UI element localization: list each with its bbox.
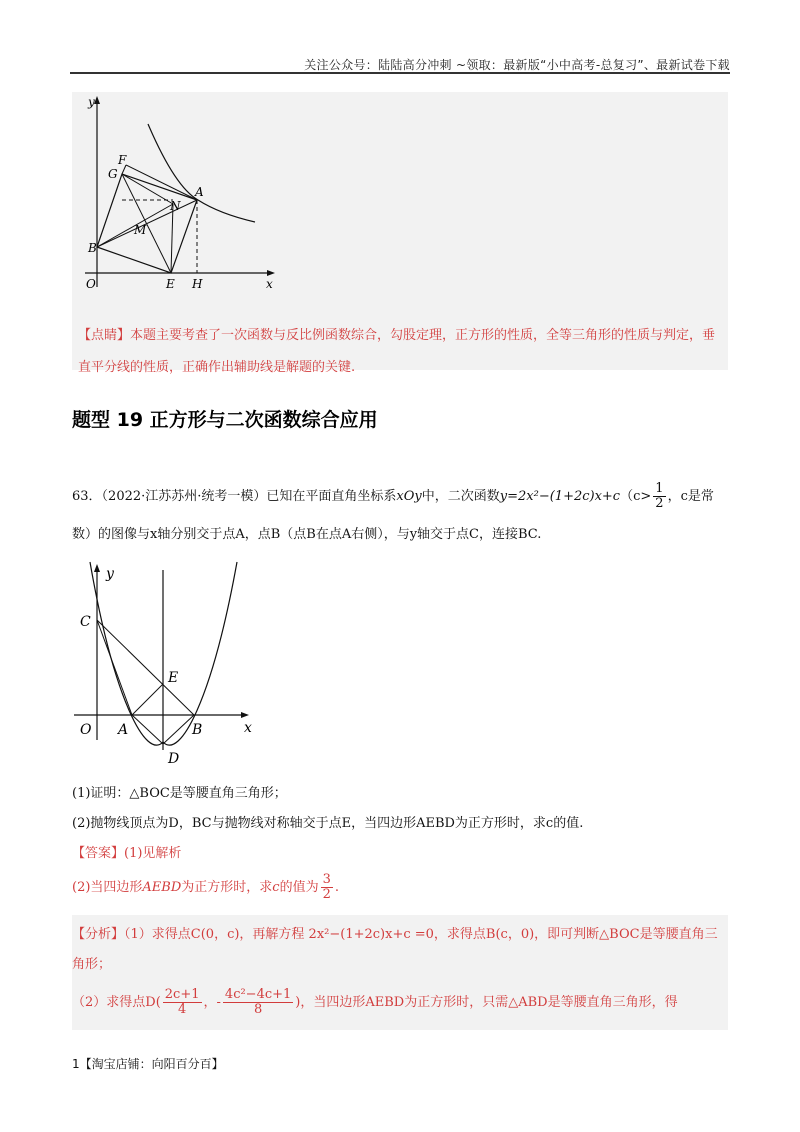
x-arrow bbox=[241, 712, 249, 718]
answer-2-shape: AEBD bbox=[142, 880, 182, 895]
answer-2-prefix: (2)当四边形 bbox=[72, 880, 143, 895]
label-e: E bbox=[168, 670, 179, 686]
label-h: H bbox=[192, 277, 203, 291]
seg-ad bbox=[132, 715, 163, 744]
analysis-text-2-prefix: （2）求得点D( bbox=[72, 995, 161, 1010]
problem-cond-close: ，c是常 bbox=[667, 489, 714, 504]
seg-bd bbox=[163, 715, 194, 744]
label-n: N bbox=[170, 199, 181, 213]
label-b: B bbox=[88, 241, 97, 255]
hyperbola-curve bbox=[148, 124, 255, 222]
problem-number: 63． bbox=[72, 489, 102, 504]
label-a: A bbox=[118, 722, 129, 738]
d-x-denominator: 4 bbox=[178, 1002, 187, 1017]
problem-intro: 已知在平面直角坐标系 bbox=[266, 489, 397, 504]
label-o: O bbox=[80, 722, 92, 738]
d-y-numerator: 4c²−4c+1 bbox=[224, 987, 292, 1002]
problem-line-2: 数）的图像与x轴分别交于点A，点B（点B在点A右侧），与y轴交于点C，连接BC. bbox=[72, 527, 542, 542]
problem-source: （2022·江苏苏州·统考一模） bbox=[101, 489, 267, 504]
label-e: E bbox=[166, 277, 175, 291]
d-x-numerator: 2c+1 bbox=[164, 987, 200, 1002]
header-rule bbox=[70, 72, 730, 74]
question-1: (1)证明：△BOC是等腰直角三角形； bbox=[72, 786, 287, 801]
label-x: x bbox=[266, 277, 273, 291]
answer-numerator: 3 bbox=[322, 872, 331, 887]
x-arrow bbox=[267, 270, 275, 276]
analysis-comma: ， bbox=[203, 995, 217, 1010]
answer-1: (1)见解析 bbox=[124, 846, 182, 861]
fraction-d-y bbox=[223, 988, 293, 1017]
label-d: D bbox=[168, 751, 180, 767]
answer-2-c: c bbox=[272, 880, 280, 895]
d-y-sign: - bbox=[216, 995, 221, 1010]
fraction-half bbox=[653, 482, 665, 511]
answer-denominator: 2 bbox=[322, 887, 331, 902]
seg-ca bbox=[97, 620, 132, 715]
problem-statement bbox=[72, 482, 728, 545]
page-header: 关注公众号：陆陆高分冲刺 ~领取：最新版“小中高考-总复习”、最新试卷下载 bbox=[304, 58, 730, 72]
y-arrow bbox=[94, 564, 100, 572]
answer-2-mid: 为正方形时，求 bbox=[181, 880, 273, 895]
label-c: C bbox=[80, 614, 91, 630]
label-x: x bbox=[244, 720, 252, 736]
half-numerator: 1 bbox=[655, 481, 664, 496]
analysis-paragraph-2 bbox=[72, 988, 728, 1017]
seg-cb bbox=[97, 620, 194, 715]
problem-mid: 中，二次函数 bbox=[421, 489, 500, 504]
label-y: y bbox=[88, 95, 95, 109]
page-footer: 1【淘宝店铺：向阳百分百】 bbox=[72, 1057, 224, 1071]
analysis-tag: 【分析】 bbox=[72, 927, 125, 942]
problem-xoy: xOy bbox=[396, 489, 422, 504]
label-g: G bbox=[108, 167, 118, 181]
label-m: M bbox=[134, 223, 147, 237]
label-y: y bbox=[106, 566, 114, 582]
answer-2-end: 的值为 bbox=[279, 880, 319, 895]
d-y-denominator: 8 bbox=[253, 1002, 263, 1017]
comment bbox=[78, 320, 724, 384]
question-2: (2)抛物线顶点为D，BC与抛物线对称轴交于点E，当四边形AEBD为正方形时，求c的值. bbox=[72, 816, 584, 831]
answer-line-1 bbox=[72, 844, 728, 864]
answer-line-2 bbox=[72, 873, 728, 902]
seg-ne bbox=[171, 204, 173, 273]
problem-line-1 bbox=[72, 482, 728, 511]
comment-text: 本题主要考查了一次函数与反比例函数综合，勾股定理，正方形的性质，全等三角形的性质与判定，垂直平分线的性质，正确作出辅助线是解题的关键. bbox=[78, 328, 716, 375]
answer-tag: 【答案】 bbox=[72, 846, 125, 861]
label-o: O bbox=[86, 277, 96, 291]
figure-parabola bbox=[72, 560, 272, 780]
answer-2-dot: . bbox=[334, 880, 340, 895]
fraction-d-x bbox=[163, 988, 202, 1017]
seg-ae bbox=[132, 684, 163, 715]
analysis-text-1: （1）求得点C(0，c)，再解方程 2x²−(1+2c)x+c =0，求得点B(c，0)，即可判断△BOC是等腰直角三角形； bbox=[72, 927, 718, 972]
half-denominator: 2 bbox=[655, 496, 664, 511]
section-title: 题型 19 正方形与二次函数综合应用 bbox=[72, 409, 378, 431]
y-arrow bbox=[94, 96, 100, 104]
label-a: A bbox=[195, 185, 204, 199]
label-b: B bbox=[192, 722, 203, 738]
problem-cond-open: （c> bbox=[620, 489, 652, 504]
label-f: F bbox=[118, 153, 127, 167]
seg-ba bbox=[97, 200, 197, 247]
analysis-paragraph-1 bbox=[72, 920, 728, 980]
fraction-three-halves bbox=[321, 873, 333, 902]
problem-function: y=2x²−(1+2c)x+c bbox=[499, 489, 621, 504]
analysis-text-2-suffix: )，当四边形AEBD为正方形时，只需△ABD是等腰直角三角形，得 bbox=[295, 995, 678, 1010]
figure-square-hyperbola bbox=[80, 92, 280, 297]
comment-tag: 【点睛】 bbox=[78, 328, 131, 343]
